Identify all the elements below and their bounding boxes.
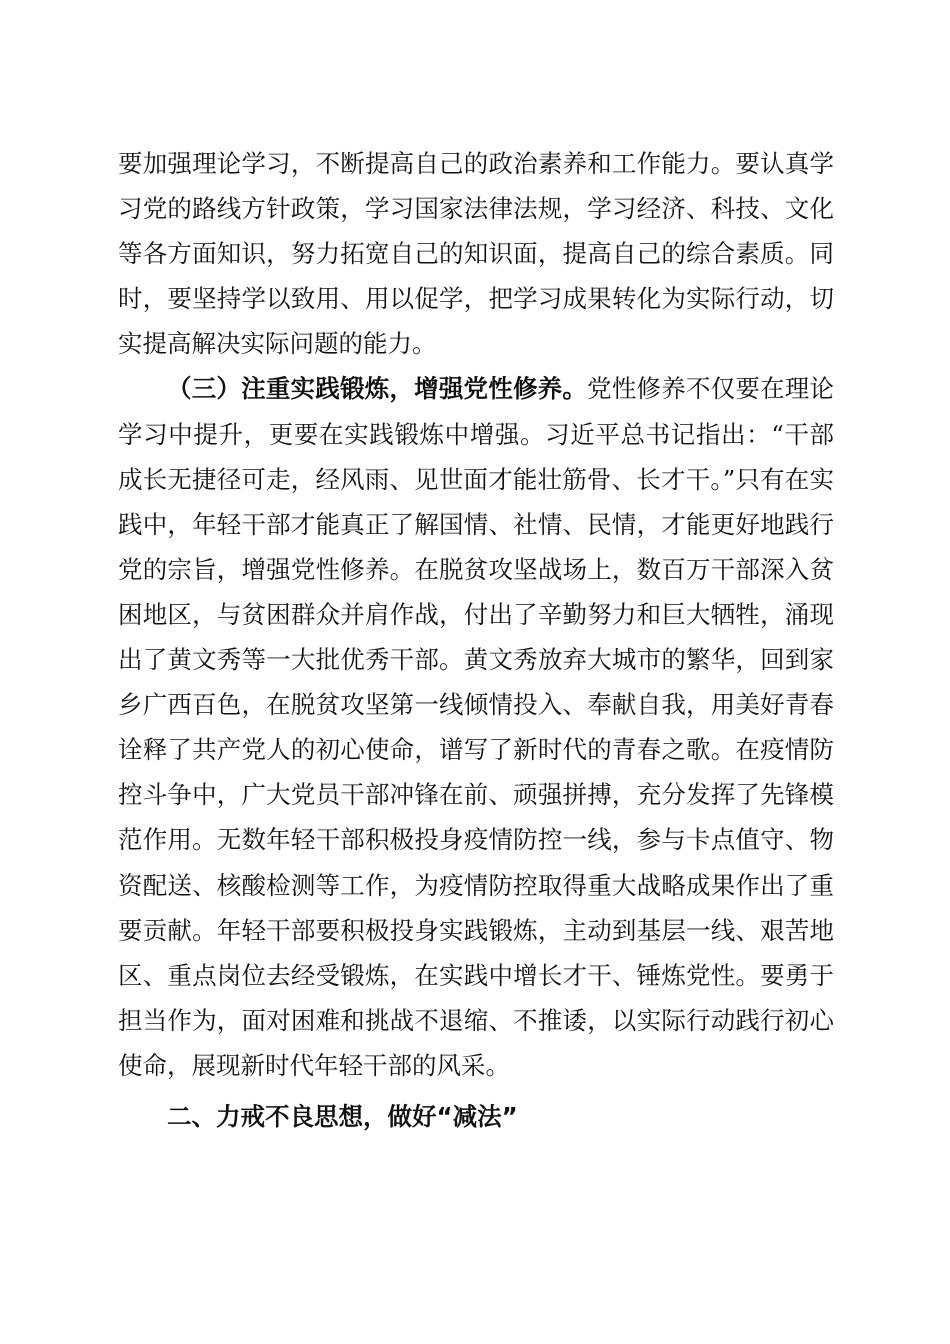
paragraph-practice-body: 党性修养不仅要在理论学习中提升，更要在实践锻炼中增强。习近平总书记指出：“干部成长无捷径可走，经风雨、见世面才能壮筋骨、长才干。”只有在实践中，年轻干部才能真正了解国情、社情、民情，才能更好地践行党的宗旨，增强党性修养。在脱贫攻坚战场上，数百万干部深入贫困地区，与贫困群众并肩作战，付出了辛勤努力和巨大牺牲，涌现出了黄文秀等一大批优秀干部。黄文秀放弃大城市的繁华，回到家乡广西百色，在脱贫攻坚第一线倾情投入、奉献自我，用美好青春诠释了共产党人的初心使命，谱写了新时代的青春之歌。在疫情防控斗争中，广大党员干部冲锋在前、顽强拼搏，充分发挥了先锋模范作用。无数年轻干部积极投身疫情防控一线，参与卡点值守、物资配送、核酸检测等工作，为疫情防控取得重大战略成果作出了重要贡献。年轻干部要积极投身实践锻炼，主动到基层一线、艰苦地区、重点岗位去经受锻炼，在实践中增长才干、锤炼党性。要勇于担当作为，面对困难和挑战不退缩、不推诿，以实际行动践行初心使命，展现新时代年轻干部的风采。	[118, 374, 835, 1080]
paragraph-theory-study: 要加强理论学习，不断提高自己的政治素养和工作能力。要认真学习党的路线方针政策，学习国家法律法规，学习经济、科技、文化等各方面知识，努力拓宽自己的知识面，提高自己的综合素质。同时，要坚持学以致用、用以促学，把学习成果转化为实际行动，切实提高解决实际问题的能力。	[118, 149, 834, 359]
document-body	[118, 141, 834, 1139]
section-heading: 二、力戒不良思想，做好“减法”	[167, 1101, 518, 1131]
subsection-heading: （三）注重实践锻炼，增强党性修养。	[167, 374, 588, 404]
paragraph-practice	[118, 366, 834, 1088]
